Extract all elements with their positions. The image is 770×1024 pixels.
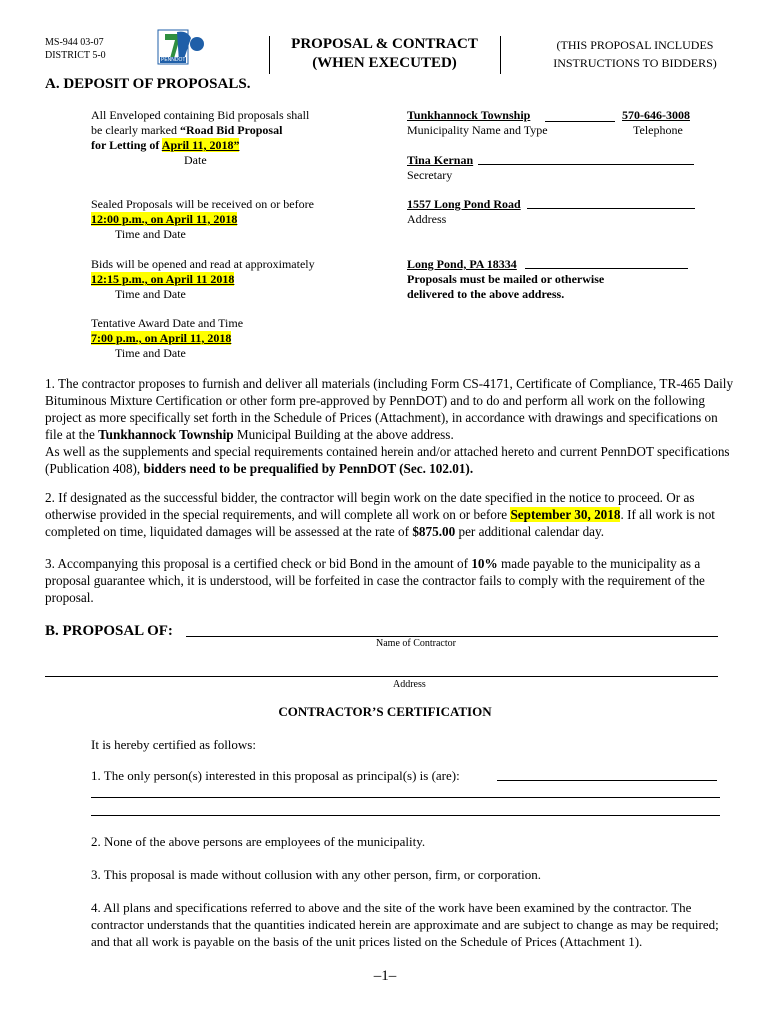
secretary-name: Tina Kernan — [407, 153, 474, 167]
certification-item-1: 1. The only person(s) interested in this proposal as principal(s) is (are): — [91, 768, 460, 783]
document-title-line2: (WHEN EXECUTED) — [312, 55, 457, 71]
bid-opening-block — [91, 257, 315, 302]
municipality-name-line — [545, 121, 615, 122]
p3-text-a: 3. Accompanying this proposal is a certified check or bid Bond in the amount of — [45, 556, 472, 571]
p1-text-a: 1. The contractor proposes to furnish and deliver all materials (including Form CS-4171, Certificate of Compliance, TR-465 Daily Bituminous Mixture Certification or other form pre-approved by PennDOT) and to do and perform all work on the following project as more specifically set forth in the Schedule of Prices (Attachment), in accordance with drawings and specifications on file at the — [45, 376, 734, 442]
contractor-address-caption: Address — [393, 679, 426, 690]
secretary-caption: Secretary — [407, 168, 453, 182]
envelope-date-caption: Date — [184, 153, 207, 167]
municipality-city: Long Pond, PA 18334 — [407, 257, 517, 271]
sealed-proposals-block — [91, 197, 314, 242]
address-caption: Address — [407, 212, 447, 226]
principals-field-line2[interactable] — [91, 797, 720, 798]
p3-bond-percent: 10% — [471, 556, 498, 571]
phone-caption: Telephone — [633, 123, 683, 137]
section-a-heading: A. DEPOSIT OF PROPOSALS. — [45, 76, 251, 92]
principals-field[interactable] — [497, 780, 717, 781]
envelope-line2 — [91, 123, 309, 138]
p1-text-d: As well as the supplements and special requirements contained herein and/or attached hereto and current PennDOT specifications (Publication 408), — [45, 444, 730, 476]
envelope-line3 — [91, 138, 309, 153]
p1-township: Tunkhannock Township — [98, 427, 234, 442]
municipality-name: Tunkhannock Township — [407, 108, 531, 122]
contractor-name-caption: Name of Contractor — [376, 638, 456, 649]
form-code: MS-944 03-07 — [45, 37, 104, 48]
mail-note-line2: delivered to the above address. — [407, 287, 565, 301]
letting-date: April 11, 2018” — [161, 138, 240, 152]
bid-opening-time — [91, 272, 315, 287]
paragraph-3 — [45, 555, 735, 606]
page-number: –1– — [373, 968, 397, 984]
certification-item-2: 2. None of the above persons are employees of the municipality. — [91, 834, 426, 849]
contractor-address-field[interactable] — [45, 676, 718, 677]
p3-text-c: made payable to the municipality as a proposal guarantee which, it is understood, will be forfeited in case the contractor fails to comply with the requirement of the proposal. — [45, 556, 705, 605]
p2-completion-date: September 30, 2018 — [510, 507, 621, 522]
mail-note-line1: Proposals must be mailed or otherwise — [407, 272, 605, 286]
address-line — [527, 208, 695, 209]
secretary-line — [478, 164, 694, 165]
certification-intro: It is hereby certified as follows: — [91, 737, 256, 752]
section-b-heading: B. PROPOSAL OF: — [45, 623, 173, 639]
municipality-phone: 570-646-3008 — [622, 108, 690, 122]
envelope-line3-text: for Letting of — [91, 138, 162, 152]
document-title-line1: PROPOSAL & CONTRACT — [291, 36, 478, 52]
bid-opening-caption: Time and Date — [115, 287, 186, 301]
logo-text: PENNDOT — [161, 57, 186, 63]
envelope-instruction — [91, 108, 309, 168]
award-caption: Time and Date — [115, 346, 186, 360]
penndot-logo — [157, 28, 205, 66]
certification-heading: CONTRACTOR’S CERTIFICATION — [278, 704, 492, 719]
city-line — [525, 268, 688, 269]
certification-item-3: 3. This proposal is made without collusion with any other person, firm, or corporation. — [91, 867, 541, 882]
award-time — [91, 331, 243, 346]
p1-prequalified: bidders need to be prequalified by PennDOT (Sec. 102.01). — [143, 461, 474, 476]
bid-opening-text: Bids will be opened and read at approximately — [91, 257, 315, 271]
envelope-marking: “Road Bid Proposal — [179, 123, 283, 137]
sealed-proposals-text: Sealed Proposals will be received on or before — [91, 197, 314, 211]
envelope-line1: All Enveloped containing Bid proposals shall — [91, 108, 310, 122]
sealed-proposals-value: 12:00 p.m., on April 11, 2018 — [91, 212, 238, 226]
p1-text-c: Municipal Building at the above address. — [233, 427, 454, 442]
municipality-name-caption: Municipality Name and Type — [407, 123, 548, 137]
bid-opening-value: 12:15 p.m., on April 11 2018 — [91, 272, 235, 286]
paragraph-1 — [45, 375, 735, 477]
paragraph-2 — [45, 489, 735, 540]
header-note-line1: (THIS PROPOSAL INCLUDES — [556, 38, 714, 52]
header-note-line2: INSTRUCTIONS TO BIDDERS) — [553, 56, 717, 70]
sealed-proposals-caption: Time and Date — [115, 227, 186, 241]
award-value: 7:00 p.m., on April 11, 2018 — [91, 331, 232, 345]
municipality-address: 1557 Long Pond Road — [407, 197, 521, 211]
district-label: DISTRICT 5-0 — [45, 50, 106, 61]
p2-text-a: 2. If designated as the successful bidder, the contractor will begin work on the date specified in the notice to proceed. Or as otherwise provided in the special requirements, and will complete all work on or before — [45, 490, 695, 522]
award-block — [91, 316, 243, 361]
envelope-line2-text: be clearly marked — [91, 123, 180, 137]
p2-text-c: . If all work is not completed on time, liquidated damages will be assessed at the rate of — [45, 507, 715, 539]
principals-field-line3[interactable] — [91, 815, 720, 816]
certification-item-4: 4. All plans and specifications referred to above and the site of the work have been examined by the contractor. The contractor understands that the quantities indicated herein are approximate and are subject to change as may be required; and that all work is payable on the basis of the unit prices listed on the Schedule of Prices (Attachment 1). — [91, 900, 719, 949]
sealed-proposals-time — [91, 212, 314, 227]
p2-text-e: per additional calendar day. — [455, 524, 605, 539]
p2-damages-rate: $875.00 — [412, 524, 456, 539]
contractor-name-field[interactable] — [186, 636, 718, 637]
award-text: Tentative Award Date and Time — [91, 316, 244, 330]
